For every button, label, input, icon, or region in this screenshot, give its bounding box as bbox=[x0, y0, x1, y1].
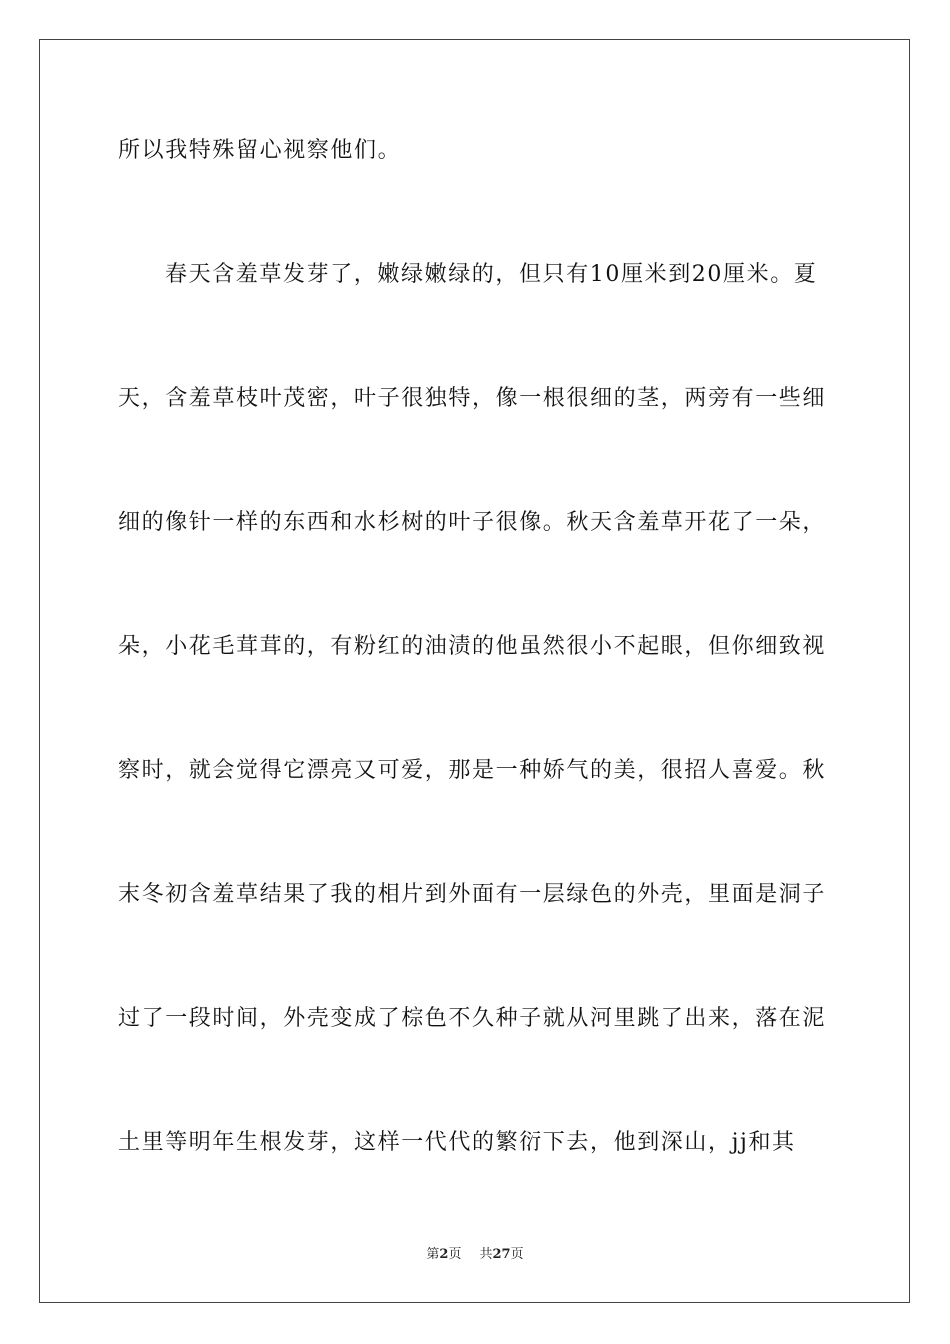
page-suffix: 页 bbox=[448, 1247, 462, 1262]
total-prefix: 共 bbox=[479, 1247, 493, 1262]
text-line-1: 所以我特殊留心视察他们。 bbox=[118, 138, 402, 163]
page-prefix: 第 bbox=[426, 1247, 440, 1262]
text-line-3: 天，含羞草枝叶茂密，叶子很独特，像一根很细的茎，两旁有一些细 bbox=[118, 386, 827, 411]
page-number: 2 bbox=[439, 1247, 449, 1262]
text-line-9: 土里等明年生根发芽，这样一代代的繁衍下去，他到深山，jj和其 bbox=[118, 1130, 796, 1155]
text-line-4: 细的像针一样的东西和水杉树的叶子很像。秋天含羞草开花了一朵， bbox=[118, 510, 827, 535]
total-suffix: 页 bbox=[510, 1247, 524, 1262]
page-footer bbox=[0, 1246, 950, 1264]
text-line-8: 过了一段时间，外壳变成了棕色不久种子就从河里跳了出来，落在泥 bbox=[118, 1006, 827, 1031]
text-line-6: 察时，就会觉得它漂亮又可爱，那是一种娇气的美，很招人喜爱。秋 bbox=[118, 758, 827, 783]
total-pages: 27 bbox=[492, 1247, 511, 1262]
page-border bbox=[39, 39, 910, 1303]
text-line-2: 春天含羞草发芽了，嫩绿嫩绿的，但只有10厘米到20厘米。夏 bbox=[165, 262, 818, 287]
text-line-5: 朵，小花毛茸茸的，有粉红的油渍的他虽然很小不起眼，但你细致视 bbox=[118, 634, 827, 659]
text-line-7: 末冬初含羞草结果了我的相片到外面有一层绿色的外壳，里面是洞子 bbox=[118, 882, 827, 907]
